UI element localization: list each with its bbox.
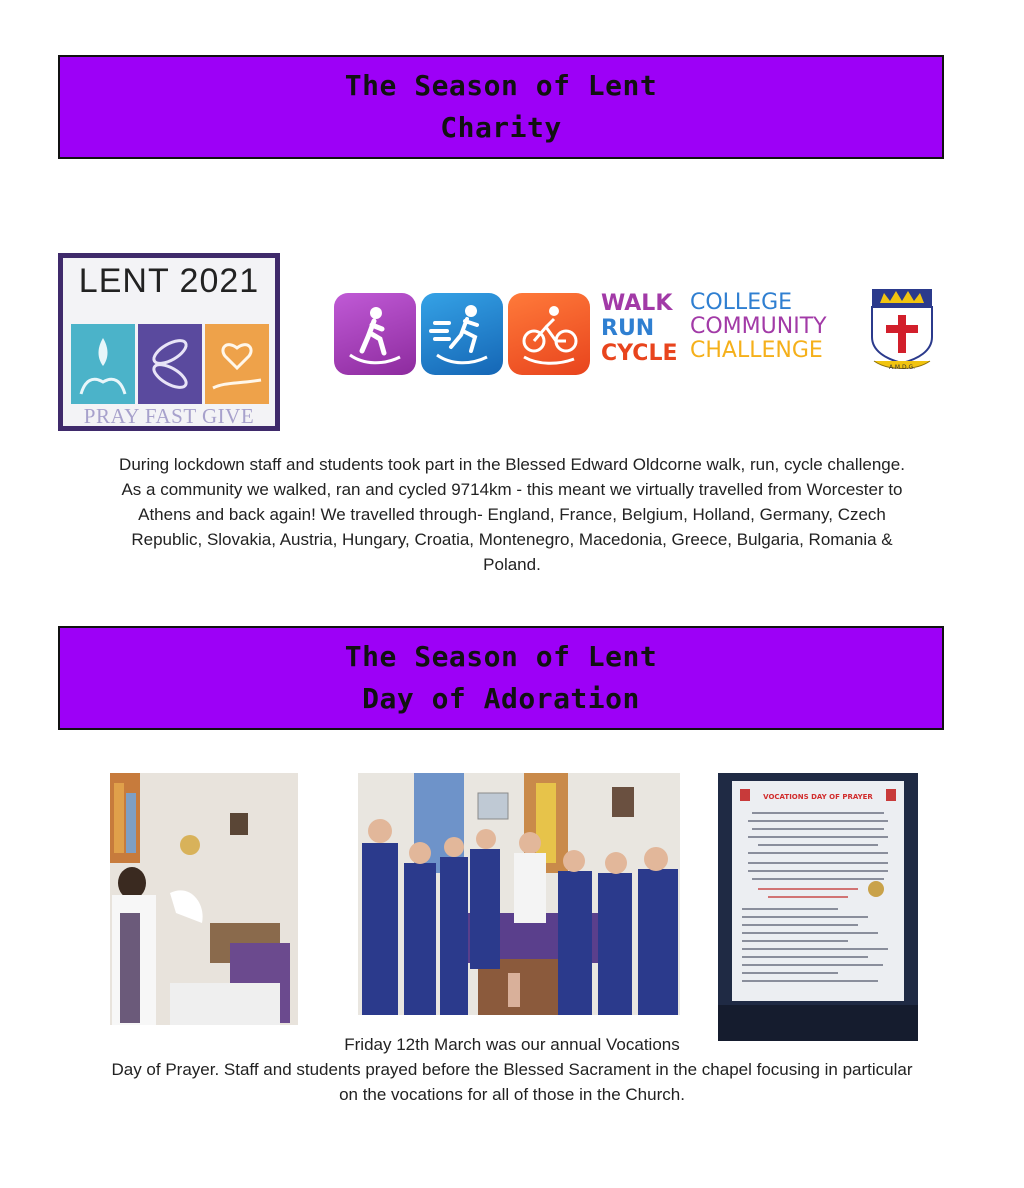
heart-hand-icon bbox=[205, 324, 269, 404]
banner-title-line1: The Season of Lent bbox=[344, 69, 658, 102]
wordmark-challenge: CHALLENGE bbox=[690, 338, 823, 363]
poster-heading: VOCATIONS DAY OF PRAYER bbox=[763, 793, 873, 801]
adoration-line2: Day of Prayer. Staff and students prayed before the Blessed Sacrament in the chapel focusing in particular on the vocations for all of those in the Church. bbox=[111, 1060, 913, 1104]
wordmark-run: RUN bbox=[601, 316, 655, 341]
wordmark-cycle: CYCLE bbox=[601, 341, 678, 366]
lent-logo-title: LENT 2021 bbox=[78, 262, 260, 300]
wordmark-community: COMMUNITY bbox=[690, 314, 827, 339]
adoration-line1: Friday 12th March was our annual Vocations bbox=[344, 1035, 680, 1054]
banner-title-line1: The Season of Lent bbox=[344, 640, 658, 673]
walk-icon bbox=[334, 293, 416, 375]
charity-paragraph: During lockdown staff and students took part in the Blessed Edward Oldcorne walk, run, cycle challenge. As a community we walked, ran and cycled 9714km - this meant we virtually travelled from Worcester to Athens and back again! We travelled through- England, France, Belgium, Holland, Germany, Czech Republic, Slovakia, Austria, Hungary, Croatia, Montenegro, Macedonia, Greece, Bulgaria, Romania & Poland. bbox=[119, 455, 905, 574]
walk-run-cycle-wordmark bbox=[601, 291, 677, 366]
wordmark-college: COLLEGE bbox=[690, 290, 793, 315]
wordmark-walk: WALK bbox=[601, 291, 673, 316]
section-banner-charity bbox=[58, 55, 944, 159]
banner-title-line2: Charity bbox=[440, 111, 562, 144]
vocations-poster-photo bbox=[718, 773, 918, 1041]
pray-hands-icon bbox=[71, 324, 135, 404]
banner-title-line2: Day of Adoration bbox=[362, 682, 640, 715]
adoration-paragraph bbox=[110, 1032, 914, 1107]
students-chapel-photo bbox=[358, 773, 680, 1015]
chapel-photo-monstrance bbox=[110, 773, 298, 1025]
crest-motto: A.M.D.G. bbox=[888, 364, 916, 371]
college-community-challenge-wordmark bbox=[690, 291, 827, 363]
school-crest-icon bbox=[868, 287, 936, 373]
section-banner-adoration bbox=[58, 626, 944, 730]
lent-2021-logo bbox=[58, 253, 280, 431]
fish-icon bbox=[138, 324, 202, 404]
run-icon bbox=[421, 293, 503, 375]
cycle-icon bbox=[508, 293, 590, 375]
lent-logo-words: PRAY FAST GIVE bbox=[83, 404, 255, 428]
